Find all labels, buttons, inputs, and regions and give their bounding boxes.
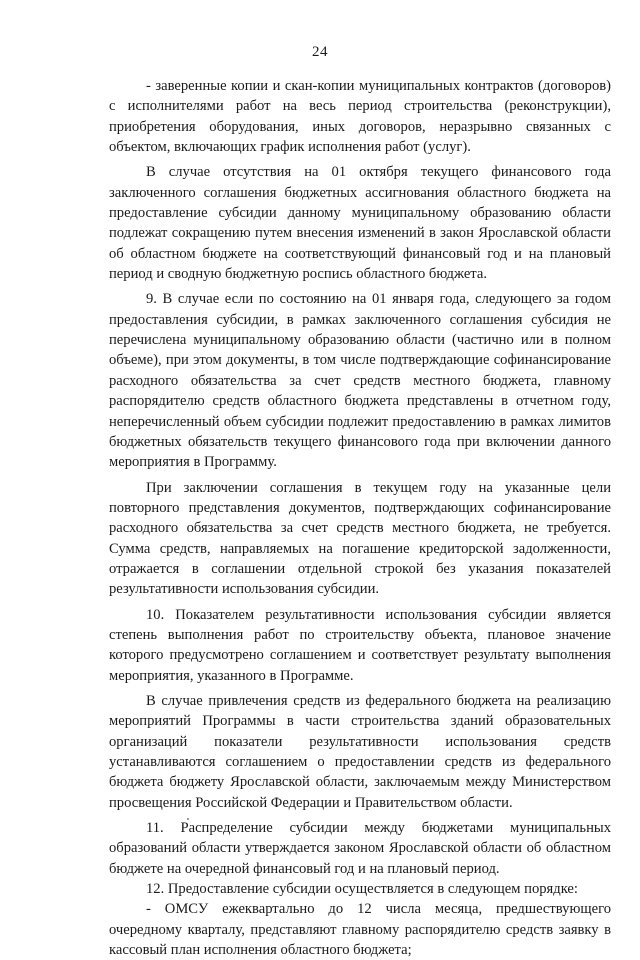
paragraph-item-9: 9. В случае если по состоянию на 01 января года, следующего за годом предоставления субсидии, в рамках заключенного соглашения субсидия не перечислена муниципальному образованию области (частично или в полном объеме), при этом документы, в том числе подтверждающие софинансирование расходного обязательства за счет средств местного бюджета, главному распорядителю средств областного бюджета представлены в отчетном году, неперечисленный объем субсидии подлежит предоставлению в рамках лимитов бюджетных обязательств текущего финансового года при включении данного мероприятия в Программу. <box>109 291 611 471</box>
paragraph-item-12: 12. Предоставление субсидии осуществляется в следующем порядке: <box>146 881 578 898</box>
paragraph-item-11: 11. Распределение субсидии между бюджетами муниципальных образований области утверждается законом Ярославской области об областном бюджете на очередной финансовый год и на плановый период. <box>109 820 611 877</box>
document-body <box>109 76 611 960</box>
paragraph-federal-funds: В случае привлечения средств из федерального бюджета на реализацию мероприятий Программы в части строительства зданий образовательных организаций показатели результативности использования средств устанавливаются соглашением о предоставлении средств из федерального бюджета бюджету Ярославской области, заключаемым между Министерством просвещения Российской Федерации и Правительством области. <box>109 692 611 811</box>
scan-speck <box>187 818 189 820</box>
paragraph-item-10: 10. Показателем результативности использования субсидии является степень выполнения работ по строительству объекта, плановое значение которого предусмотрено соглашением и соответствует результату выполнения мероприятия, указанного в Программе. <box>109 606 611 684</box>
paragraph-contract-copies: - заверенные копии и скан-копии муниципальных контрактов (договоров) с исполнителями работ на весь период строительства (реконструкции), приобретения оборудования, иных договоров, неразрывно связанных с объектом, включающих график исполнения работ (услуг). <box>109 78 611 156</box>
paragraph-october-reduction: В случае отсутствия на 01 октября текущего финансового года заключенного соглашения бюджетных ассигнования областного бюджета на предоставление субсидии данному муниципальному образованию области подлежат сокращению путем внесения изменений в закон Ярославской области об областном бюджете на соответствующий финансовый год и на плановый период и сводную бюджетную роспись областного бюджета. <box>109 164 611 283</box>
paragraph-omsu-request: - ОМСУ ежеквартально до 12 числа месяца, предшествующего очередному кварталу, представляют главному распорядителю средств заявку в кассовый план исполнения областного бюджета; <box>109 901 611 959</box>
page-number: 24 <box>312 44 328 60</box>
paragraph-agreement-current-year: При заключении соглашения в текущем году на указанные цели повторного представления документов, подтверждающих софинансирование расходного обязательства за счет средств местного бюджета, не требуется. Сумма средств, направляемых на погашение кредиторской задолженности, отражается в соглашении отдельной строкой без указания показателей результативности использования субсидии. <box>109 479 611 598</box>
